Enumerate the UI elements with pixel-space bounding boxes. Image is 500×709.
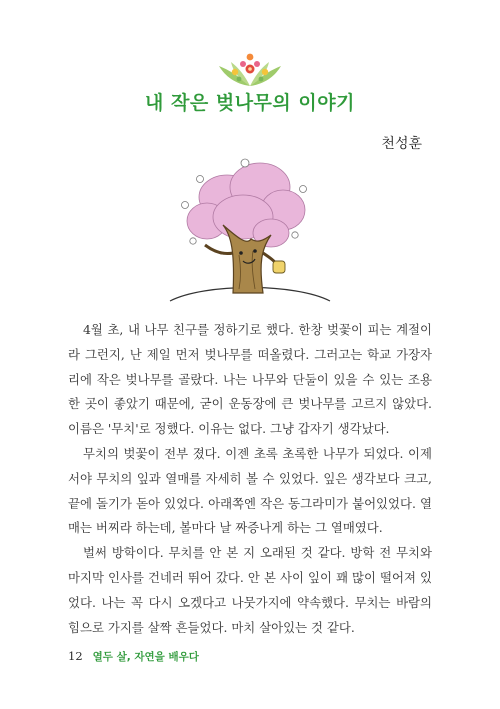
paragraph: 벌써 방학이다. 무치를 안 본 지 오래된 것 같다. 방학 전 무치와 마지막 인사를 건네러 뛰어 갔다. 안 본 사이 잎이 꽤 많이 떨어져 있었다. 나는 꼭 다시 오겠다고 나뭇가지에 약속했다. 무치는 바람의 힘으로 가지를 살짝 흔들었다. 마치 살아있는 것 같다. — [68, 545, 432, 635]
cherry-tree-illustration — [165, 155, 335, 305]
page-number: 12 — [68, 649, 83, 663]
story-body — [68, 318, 432, 640]
page-footer — [68, 649, 199, 664]
flower-ornament-icon — [213, 50, 287, 88]
page-title: 내 작은 벚나무의 이야기 — [145, 92, 355, 114]
running-title: 열두 살, 자연을 배우다 — [92, 651, 199, 663]
paragraph: 무치의 벚꽃이 전부 졌다. 이젠 초록 초록한 나무가 되었다. 이제서야 무치의 잎과 열매를 자세히 볼 수 있었다. 잎은 생각보다 크고, 끝에 돌기가 돋아 있었다. 아래쪽엔 작은 동그라미가 붙어있었다. 열매는 버찌라 하는데, 볼마다 날 짜증나게 하는 그 열매였다. — [68, 445, 432, 536]
paragraph: 4월 초, 내 나무 친구를 정하기로 했다. 한창 벚꽃이 피는 계절이라 그런지, 난 제일 먼저 벚나무를 떠올렸다. 그러고는 학교 가장자리에 작은 벚나무를 골랐다. 나는 나무와 단둘이 있을 수 있는 조용한 곳이 좋았기 때문에, 굳이 운동장에 큰 벚나무를 고르지 않았다. 이름은 '무치'로 정했다. 이유는 없다. 그냥 갑자기 생각났다. — [68, 322, 432, 437]
author-name: 천성훈 — [381, 136, 422, 152]
